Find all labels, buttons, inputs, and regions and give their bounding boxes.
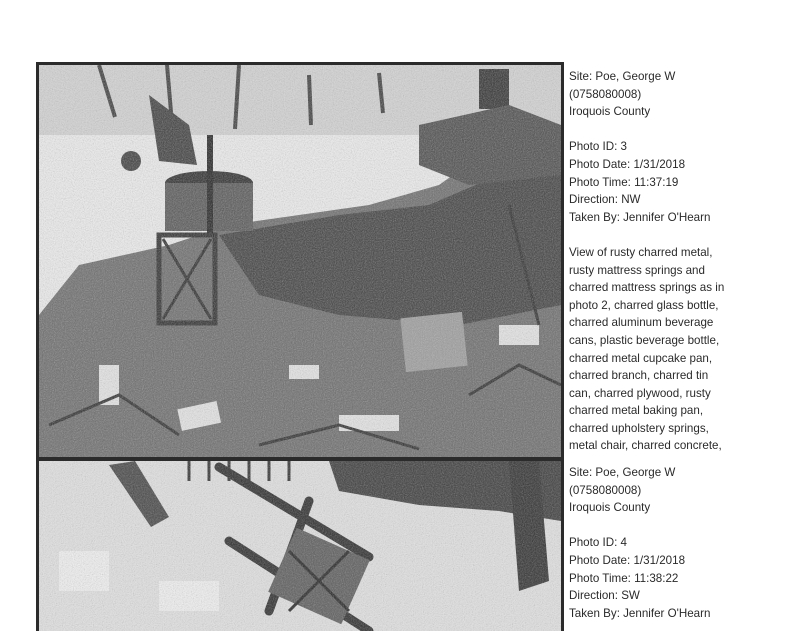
photo-time: Photo Time: 11:38:22 bbox=[569, 571, 679, 585]
taken-by: Taken By: Jennifer O'Hearn bbox=[569, 606, 711, 620]
description-line: rusty mattress springs and bbox=[569, 263, 705, 277]
taken-by: Taken By: Jennifer O'Hearn bbox=[569, 210, 711, 224]
description-line: charred metal cupcake pan, bbox=[569, 351, 713, 365]
site-name: Site: Poe, George W bbox=[569, 70, 676, 83]
chair-frame-photo-image bbox=[39, 461, 561, 631]
description-line: photo 2, charred glass bottle, bbox=[569, 298, 719, 312]
photo-4-caption bbox=[569, 464, 791, 622]
description-line: charred aluminum beverage bbox=[569, 316, 714, 330]
photo-3-caption bbox=[569, 68, 791, 455]
county: Iroquois County bbox=[569, 501, 651, 515]
description-line: charred upholstery springs, bbox=[569, 421, 709, 435]
description-line: charred branch, charred tin bbox=[569, 369, 709, 383]
photo-date: Photo Date: 1/31/2018 bbox=[569, 157, 686, 171]
site-id: (0758080008) bbox=[569, 483, 642, 497]
photo-direction: Direction: SW bbox=[569, 589, 640, 603]
photo-date: Photo Date: 1/31/2018 bbox=[569, 553, 686, 567]
debris-photo-image bbox=[39, 65, 561, 457]
description-line: metal chair, charred concrete, bbox=[569, 439, 722, 453]
site-photo-3 bbox=[36, 62, 564, 460]
photo-id: Photo ID: 3 bbox=[569, 140, 628, 154]
description-line: cans, plastic beverage bottle, bbox=[569, 333, 720, 347]
site-name: Site: Poe, George W bbox=[569, 466, 676, 479]
photo-id: Photo ID: 4 bbox=[569, 536, 628, 550]
photo-time: Photo Time: 11:37:19 bbox=[569, 175, 679, 189]
county: Iroquois County bbox=[569, 105, 651, 119]
site-photo-4 bbox=[36, 458, 564, 631]
description-line: charred metal baking pan, bbox=[569, 404, 704, 418]
description-line: View of rusty charred metal, bbox=[569, 245, 713, 259]
description-line: charred mattress springs as in bbox=[569, 281, 725, 295]
site-id: (0758080008) bbox=[569, 87, 642, 101]
photo-direction: Direction: NW bbox=[569, 193, 641, 207]
description-line: can, charred plywood, rusty bbox=[569, 386, 711, 400]
